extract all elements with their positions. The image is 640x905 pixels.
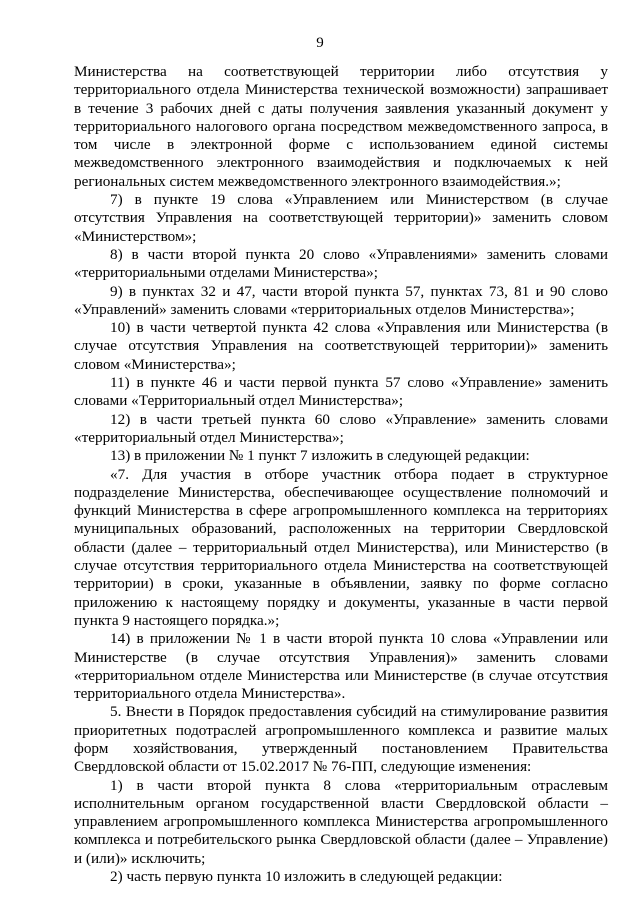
paragraph: 1) в части второй пункта 8 слова «территориальным отраслевым исполнительным органом государственной власти Свердловской области – управлением агропромышленного комплекса Министерства агропромышленного комплекса и потребительского рынка Свердловской области (далее – Управление) и (или)» исключить; bbox=[74, 776, 608, 867]
paragraph: 8) в части второй пункта 20 слово «Управлениями» заменить словами «территориальными отделами Министерства»; bbox=[74, 245, 608, 282]
paragraph: 5. Внести в Порядок предоставления субсидий на стимулирование развития приоритетных подотраслей агропромышленного комплекса и развитие малых форм хозяйствования, утвержденный постановлением Правительства Свердловской области от 15.02.2017 № 76-ПП, следующие изменения: bbox=[74, 703, 608, 776]
paragraph: 13) в приложении № 1 пункт 7 изложить в следующей редакции: bbox=[110, 447, 530, 465]
paragraph: 9) в пунктах 32 и 47, части второй пункта 57, пунктах 73, 81 и 90 слово «Управлений» заменить словами «территориальных отделов Министерства»; bbox=[74, 282, 608, 318]
paragraph: 7) в пункте 19 слова «Управлением или Министерством (в случае отсутствия Управления на соответствующей территории)» заменить словом «Министерством»; bbox=[74, 191, 608, 245]
paragraph: «7. Для участия в отборе участник отбора подает в структурное подразделение Министерства, обеспечивающее осуществление полномочий и функций Министерства в сфере агропромышленного комплекса на территориях муниципальных образований, расположенных на территории Свердловской области (далее – территориальный отдел Министерства), или Министерство (в случае отсутствия территориального отдела Министерства на соответствующей территории) в сроки, указанные в объявлении, заявку по форме согласно приложению к настоящему порядку и документы, указанные в части первой пункта 9 настоящего порядка.»; bbox=[74, 465, 608, 629]
page-number: 9 bbox=[316, 35, 324, 51]
paragraph: 10) в части четвертой пункта 42 слова «Управления или Министерства (в случае отсутствия Управления на соответствующей территории)» заменить словом «Министерства»; bbox=[74, 319, 608, 373]
paragraph: 14) в приложении № 1 в части второй пункта 10 слова «Управлении или Министерстве (в случае отсутствия Управления)» заменить словами «территориальном отделе Министерства или Министерстве (в случае отсутствия территориального отдела Министерства». bbox=[74, 630, 608, 703]
paragraph: 11) в пункте 46 и части первой пункта 57 слово «Управление» заменить словами «Территориальный отдел Министерства»; bbox=[74, 374, 608, 410]
paragraph: Министерства на соответствующей территории либо отсутствия у территориального отдела Министерства технической возможности) запрашивает в течение 3 рабочих дней с даты получения заявления указанный документ у территориального налогового органа посредством межведомственного запроса, в том числе в электронной форме с использованием единой системы межведомственного электронного взаимодействия и подключаемых к ней региональных систем межведомственного электронного взаимодействия.»; bbox=[74, 63, 608, 190]
document-body bbox=[74, 63, 608, 886]
paragraph: 2) часть первую пункта 10 изложить в следующей редакции: bbox=[110, 868, 503, 886]
paragraph: 12) в части третьей пункта 60 слово «Управление» заменить словами «территориальный отдел Министерства»; bbox=[74, 410, 608, 446]
